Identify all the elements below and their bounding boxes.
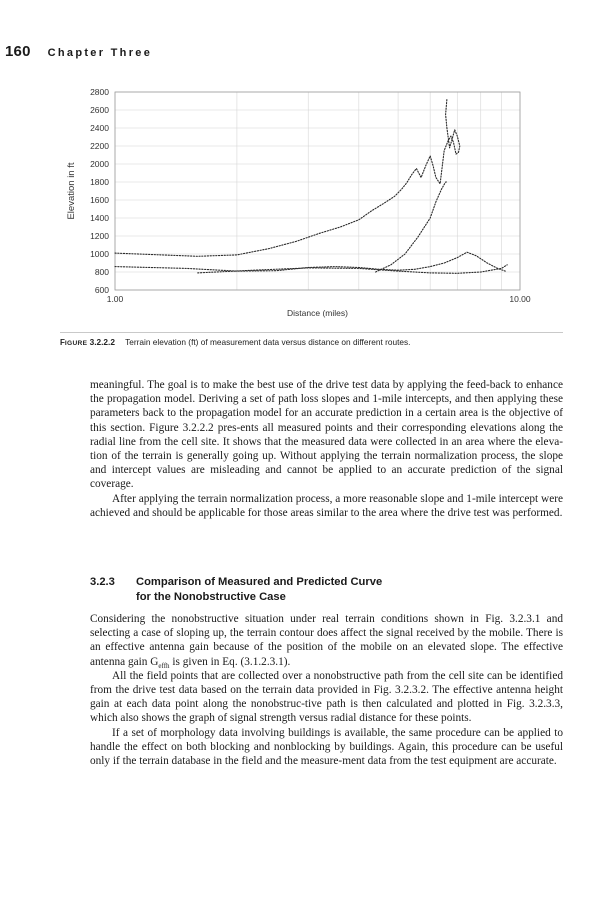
y-tick-label: 2200 xyxy=(90,141,109,151)
elevation-chart xyxy=(0,80,613,330)
x-tick-label: 1.00 xyxy=(106,294,124,304)
y-tick-label: 600 xyxy=(94,285,109,295)
y-tick-label: 2400 xyxy=(90,123,109,133)
body-text-bottom xyxy=(90,612,563,768)
chapter-title: Chapter Three xyxy=(47,47,153,59)
section-number: 3.2.3 xyxy=(90,576,115,588)
y-tick-label: 1800 xyxy=(90,177,109,187)
page-number: 160 xyxy=(5,43,31,60)
y-tick-label: 2800 xyxy=(90,87,109,97)
y-tick-label: 1600 xyxy=(90,195,109,205)
y-axis-label: Elevation in ft xyxy=(66,162,77,220)
y-tick-label: 1400 xyxy=(90,213,109,223)
paragraph: meaningful. The goal is to make the best use of the drive test data by applying the feed-back to enhance the propagation model. Deriving a set of path loss slopes and 1-mile intercepts, and then applying these parameters back to the propagation model for an accurate prediction in a certain area is the objective of this section. Figure 3.2.2.2 pres-ents all measured points and their corresponding elevations along the radial line from the cell site. It shows that the measured data were collected in an area where the eleva-tion of the terrain is generally going up. Without applying the terrain normalization process, the slope and intercept values are misleading and cannot be applied to an accurate prediction of the signal coverage. xyxy=(90,379,563,491)
y-tick-label: 2600 xyxy=(90,105,109,115)
paragraph: If a set of morphology data involving buildings is available, the same procedure can be applied to handle the effect on both blocking and nonblocking by buildings. Again, this procedure can be useful only if the terrain database in the field and the measure-ment data from the test equipment are accurate. xyxy=(90,726,563,768)
paragraph: After applying the terrain normalization process, a more reasonable slope and 1-mile intercept were achieved and should be applicable for those areas similar to the area where the drive test was performed. xyxy=(90,492,563,519)
y-tick-label: 1000 xyxy=(90,249,109,259)
y-tick-label: 800 xyxy=(94,267,109,277)
figure-label: FIGURE xyxy=(60,338,88,347)
figure-caption xyxy=(60,337,410,347)
body-text-top xyxy=(90,378,563,520)
section-title-line1: Comparison of Measured and Predicted Curve xyxy=(136,576,383,588)
figure-caption-text: Terrain elevation (ft) of measurement data versus distance on different routes. xyxy=(125,337,411,347)
x-axis-label: Distance (miles) xyxy=(287,308,348,318)
y-tick-label: 2000 xyxy=(90,159,109,169)
figure-number: 3.2.2.2 xyxy=(89,337,115,347)
section-title-line2: for the Nonobstructive Case xyxy=(136,591,286,603)
x-tick-label: 10.00 xyxy=(509,294,531,304)
caption-rule xyxy=(60,332,563,333)
paragraph: All the field points that are collected over a nonobstructive path from the cell site can be identified from the drive test data based on the terrain data provided in Fig. 3.2.3.2. The effective antenna height gain at each data point along the nonobstruc-tive path is then calculated and plotted in Fig. 3.2.3.3, which also shows the graph of signal strength versus radial distance for these points. xyxy=(90,669,563,725)
plot-area xyxy=(115,92,520,290)
y-tick-label: 1200 xyxy=(90,231,109,241)
series-line-1 xyxy=(115,99,460,256)
paragraph: Considering the nonobstructive situation under real terrain conditions shown in Fig. 3.2.3.1 and selecting a case of sloping up, the terrain contour does affect the signal received by the mobile. There is an effective antenna gain because of the position of the mobile on an elevated slope. The effective antenna gain $G_{effh}$ is given in Eq. (3.1.2.3.1). xyxy=(90,613,563,670)
running-head xyxy=(5,43,152,60)
section-heading xyxy=(90,575,563,605)
series-line-2 xyxy=(376,182,447,272)
